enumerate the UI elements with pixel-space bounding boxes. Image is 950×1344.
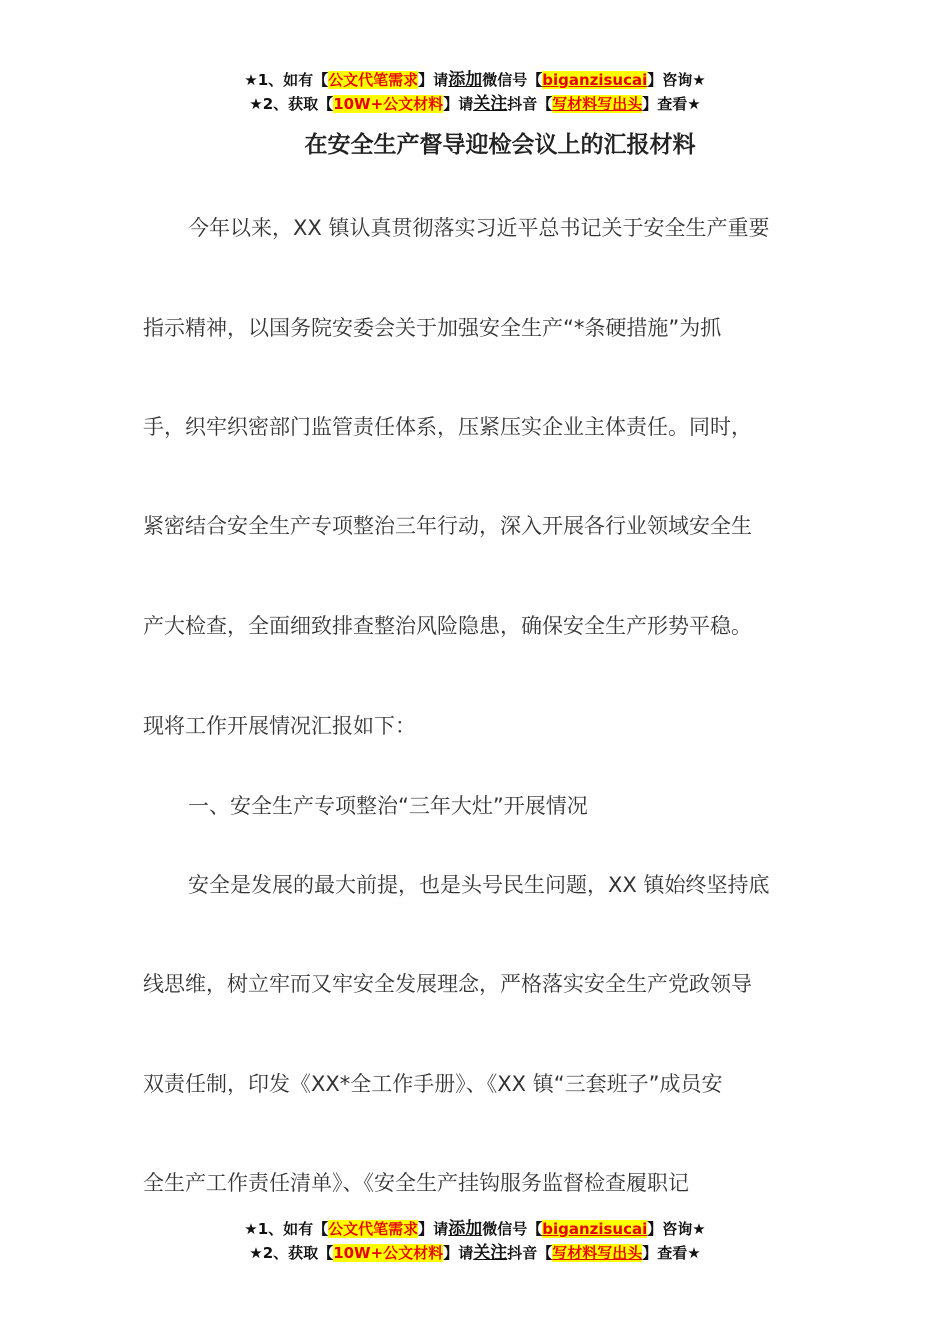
promo-text: 】请 — [418, 1220, 449, 1238]
promo-highlight: 10W+公文材料 — [333, 95, 444, 113]
paragraph-line: 紧密结合安全生产专项整治三年行动，深入开展各行业领域安全生 — [143, 514, 752, 538]
promo-text: 微信号【 — [482, 1220, 543, 1238]
promo-line-2 — [0, 1241, 950, 1265]
promo-header — [0, 68, 950, 116]
promo-douyin-id: 写材料写出头 — [552, 95, 643, 113]
paragraph-line: 现将工作开展情况汇报如下： — [143, 714, 416, 738]
promo-wechat-id: biganzisucai — [542, 1220, 648, 1238]
promo-text: 】请 — [418, 71, 449, 89]
paragraph-line: 产大检查，全面细致排查整治风险隐患，确保安全生产形势平稳。 — [143, 614, 752, 638]
promo-text: ★2、获取【 — [249, 1244, 334, 1262]
promo-line-1 — [0, 68, 950, 92]
document-title: 在安全生产督导迎检会议上的汇报材料 — [304, 132, 696, 158]
paragraph-line: 手，织牢织密部门监管责任体系，压紧压实企业主体责任。同时， — [143, 415, 752, 439]
promo-text: 微信号【 — [482, 71, 543, 89]
promo-emphasis: 关注 — [473, 94, 508, 114]
paragraph-line: 安全是发展的最大前提，也是头号民生问题，XX 镇始终坚持底 — [188, 873, 770, 897]
promo-text: 】咨询★ — [647, 1220, 706, 1238]
promo-emphasis: 添加 — [448, 1219, 483, 1239]
promo-highlight: 公文代笔需求 — [328, 71, 419, 89]
paragraph-line: 今年以来，XX 镇认真贯彻落实习近平总书记关于安全生产重要 — [188, 216, 770, 240]
paragraph-line: 指示精神，以国务院安委会关于加强安全生产“*条硬措施”为抓 — [143, 316, 722, 340]
promo-wechat-id: biganzisucai — [542, 71, 648, 89]
promo-highlight: 10W+公文材料 — [333, 1244, 444, 1262]
promo-footer — [0, 1217, 950, 1265]
promo-highlight: 公文代笔需求 — [328, 1220, 419, 1238]
promo-text: 】咨询★ — [647, 71, 706, 89]
promo-text: 】请 — [443, 95, 474, 113]
promo-text: 抖音【 — [507, 1244, 553, 1262]
promo-text: 】查看★ — [642, 95, 701, 113]
promo-line-1 — [0, 1217, 950, 1241]
section-heading: 一、安全生产专项整治“三年大灶”开展情况 — [188, 794, 588, 818]
promo-text: 】请 — [443, 1244, 474, 1262]
promo-text: 】查看★ — [642, 1244, 701, 1262]
promo-emphasis: 添加 — [448, 70, 483, 90]
promo-emphasis: 关注 — [473, 1243, 508, 1263]
promo-text: ★1、如有【 — [244, 71, 329, 89]
paragraph-line: 双责任制，印发《XX*全工作手册》、《XX 镇“三套班子”成员安 — [143, 1072, 723, 1096]
promo-text: ★2、获取【 — [249, 95, 334, 113]
promo-douyin-id: 写材料写出头 — [552, 1244, 643, 1262]
paragraph-line: 全生产工作责任清单》、《安全生产挂钩服务监督检查履职记 — [143, 1171, 689, 1195]
promo-text: 抖音【 — [507, 95, 553, 113]
promo-line-2 — [0, 92, 950, 116]
promo-text: ★1、如有【 — [244, 1220, 329, 1238]
paragraph-line: 线思维，树立牢而又牢安全发展理念，严格落实安全生产党政领导 — [143, 972, 752, 996]
